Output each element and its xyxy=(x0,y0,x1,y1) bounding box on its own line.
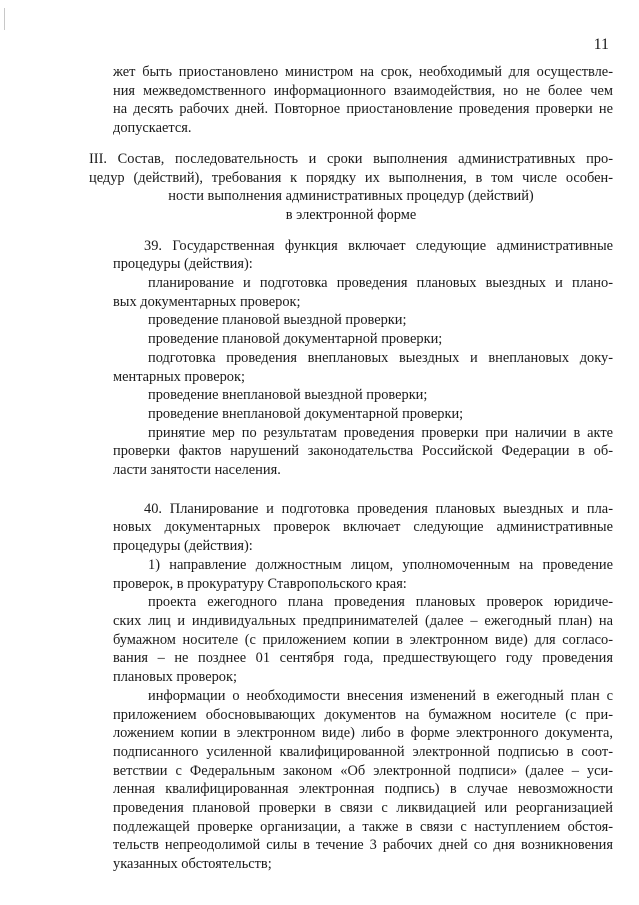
text-line: ских лиц и индивидуальных предпринимателей (далее – ежегодный план) на xyxy=(113,612,613,629)
text-line: новых документарных проверок включает следующие административные xyxy=(113,519,613,536)
text-line: подписанного усиленной квалифицированной электронной подписью в соот- xyxy=(113,743,613,760)
list-item xyxy=(113,556,613,593)
list-item xyxy=(113,274,613,311)
text-line: бумажном носителе (с приложением копии в электронном виде) для согласо- xyxy=(113,631,613,648)
list-item xyxy=(113,330,613,349)
list-item xyxy=(113,349,613,386)
text-line: принятие мер по результатам проведения проверки при наличии в акте xyxy=(148,424,613,441)
list-item xyxy=(113,424,613,480)
text-line: указанных обстоятельств; xyxy=(113,856,272,873)
list-item xyxy=(113,311,613,330)
text-line: вания – не позднее 01 сентября года, предшествующего году проведения xyxy=(113,650,613,667)
text-line: плановых проверок; xyxy=(113,669,237,686)
heading-line: ности выполнения административных процедур (действий) xyxy=(168,188,534,205)
text-line: тельств непреодолимой силы в течение 3 рабочих дней со дня возникновения xyxy=(113,837,613,854)
text-line: 40. Планирование и подготовка проведения плановых выездных и пла- xyxy=(144,500,613,517)
text-line: приложением обосновывающих документов на бумажном носителе (с при- xyxy=(113,706,613,723)
scan-edge-mark xyxy=(4,8,5,30)
paragraph-40 xyxy=(113,500,613,556)
text-line: жет быть приостановлено министром на срок, необходимый для осуществле- xyxy=(113,64,613,80)
text-line: процедуры (действия): xyxy=(113,256,253,273)
section-heading xyxy=(89,150,613,225)
list-item xyxy=(113,687,613,874)
text-line: ветствии с Федеральным законом «Об электронной подписи» (далее – уси- xyxy=(113,762,613,779)
text-line: проведение внеплановой выездной проверки; xyxy=(148,387,428,404)
text-line: подлежащей проверке организации, а также в связи с наступлением обстоя- xyxy=(113,818,613,835)
text-line: проведение внеплановой документарной проверки; xyxy=(148,405,464,422)
list-item xyxy=(113,405,613,424)
paragraph-continuation xyxy=(113,63,613,138)
text-line: проверок, в прокуратуру Ставропольского края: xyxy=(113,575,407,592)
heading-line: в электронной форме xyxy=(285,206,417,223)
text-line: ментарных проверок; xyxy=(113,368,245,385)
text-line: ложением копии в электронном виде) либо в форме электронного документа, xyxy=(113,725,613,742)
text-line: информации о необходимости внесения изменений в ежегодный план с xyxy=(148,687,613,704)
text-line: вых документарных проверок; xyxy=(113,293,301,310)
text-line: ленная квалифицированная электронная подпись) в случае невозможности xyxy=(113,781,613,798)
text-line: проверки фактов нарушений законодательства Российской Федерации в об- xyxy=(113,443,613,460)
document-body xyxy=(89,63,613,874)
text-line: 39. Государственная функция включает следующие административные xyxy=(144,237,613,254)
page-number: 11 xyxy=(593,36,609,53)
text-line: подготовка проведения внеплановых выездных и внеплановых доку- xyxy=(148,349,613,366)
text-line: ласти занятости населения. xyxy=(113,462,281,479)
list-item xyxy=(113,593,613,687)
text-line: 1) направление должностным лицом, уполномоченным на проведение xyxy=(148,556,613,573)
text-line: проекта ежегодного плана проведения плановых проверок юридиче- xyxy=(148,594,613,611)
paragraph-39 xyxy=(113,237,613,274)
text-line: проведения плановой проверки в связи с ликвидацией или реорганизацией xyxy=(113,800,613,817)
text-line: допускается. xyxy=(113,120,192,137)
text-line: ния межведомственного информационного взаимодействия, но не более чем xyxy=(113,82,613,99)
list-item xyxy=(113,386,613,405)
text-line: проведение плановой выездной проверки; xyxy=(148,312,407,329)
text-line: проведение плановой документарной проверки; xyxy=(148,331,443,348)
text-line: на десять рабочих дней. Повторное приостановление проведения проверки не xyxy=(113,101,613,118)
text-line: планирование и подготовка проведения плановых выездных и плано- xyxy=(148,275,613,292)
text-line: процедуры (действия): xyxy=(113,538,253,555)
heading-line: III. Состав, последовательность и сроки выполнения административных про- xyxy=(89,150,613,167)
heading-line: цедур (действий), требования к порядку их выполнения, в том числе особен- xyxy=(89,169,613,186)
